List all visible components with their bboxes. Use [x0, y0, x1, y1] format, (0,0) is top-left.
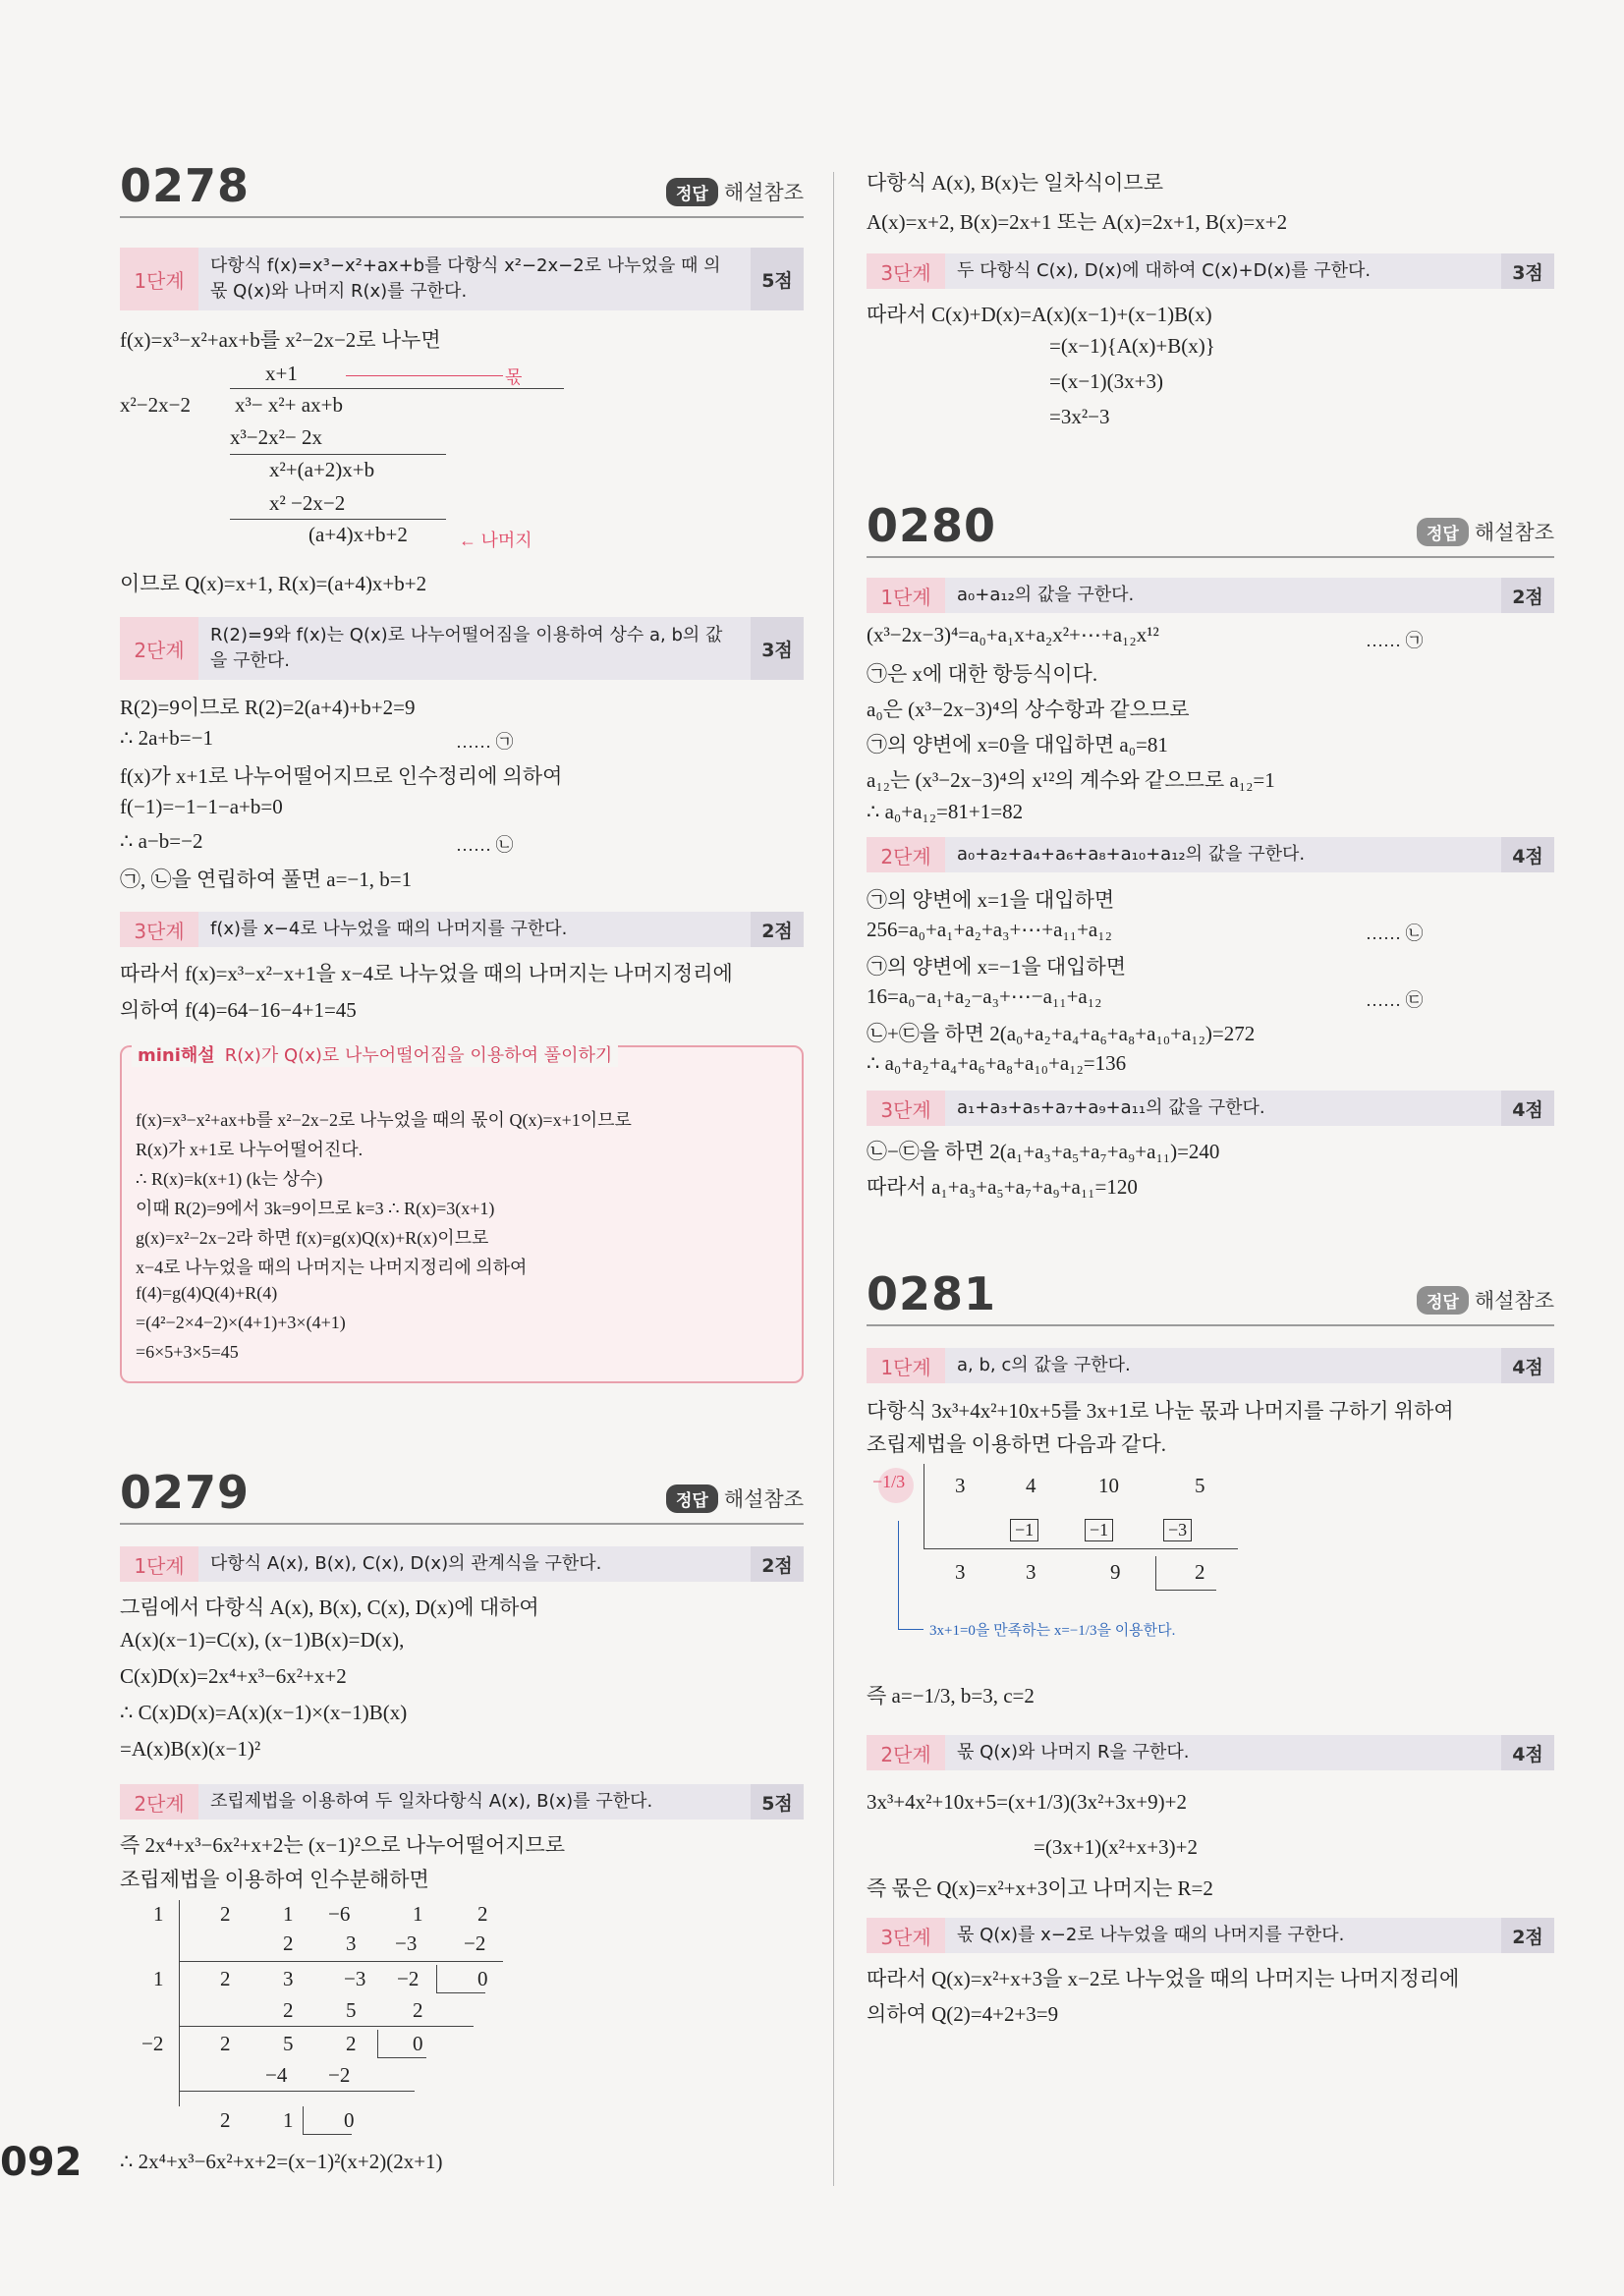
synth-cell: 5 [1195, 1474, 1205, 1497]
step-description: R(2)=9와 f(x)는 Q(x)로 나누어떨어짐을 이용하여 상수 a, b의 값을 구한다. [210, 625, 723, 671]
synth-rule [179, 2091, 415, 2092]
step-description: 다항식 f(x)=x³−x²+ax+b를 다항식 x²−2x−2로 나누었을 때 의 몫 Q(x)와 나머지 R(x)를 구한다. [210, 255, 721, 302]
step-3-bar [867, 1918, 1554, 1953]
step3-line: =3x²−3 [1049, 405, 1110, 428]
synth-rule [179, 2026, 474, 2027]
division-row-1: x³−2x²− 2x [230, 425, 323, 449]
step-2-bar [120, 617, 804, 680]
step1-line: a₁₂는 (x³−2x−3)⁴의 x¹²의 계수와 같으므로 a₁₂=1 [867, 768, 1275, 792]
synth-cell: 2 [477, 1902, 488, 1926]
synth-box [436, 1965, 437, 1992]
step-points: 4점 [1501, 1091, 1554, 1126]
synth-cell: 2 [220, 2108, 231, 2132]
synth-cell: −4 [265, 2063, 288, 2087]
mini-line: f(x)=x³−x²+ax+b를 x²−2x−2로 나누었을 때의 몫이 Q(x)=x+1이므로 [136, 1110, 632, 1130]
column-divider [833, 172, 834, 2186]
step-badge: 3단계 [867, 1918, 945, 1953]
equation-mark: …… ㉢ [1366, 990, 1424, 1010]
remainder-note: ← 나머지 [459, 531, 532, 550]
synth-root: 1 [153, 1902, 164, 1926]
synth-vline [179, 1900, 180, 2106]
problem-number: 0278 [120, 159, 251, 212]
synth-cell: −3 [344, 1967, 366, 1990]
mini-title: mini해설 R(x)가 Q(x)로 나누어떨어짐을 이용하여 풀이하기 [132, 1041, 618, 1067]
step-points: 3점 [751, 617, 804, 680]
step3-line: 의하여 f(4)=64−16−4+1=45 [120, 998, 357, 1022]
synth-box-cell: −3 [1163, 1519, 1192, 1541]
step1-line: =A(x)B(x)(x−1)² [120, 1737, 261, 1761]
step-1-bar [867, 578, 1554, 613]
division-rule-1 [230, 454, 446, 455]
step3-line: 따라서 Q(x)=x²+x+3을 x−2로 나누었을 때의 나머지는 나머지정리에 [867, 1967, 1460, 1990]
step-description: 몫 Q(x)와 나머지 R을 구한다. [957, 1742, 1190, 1763]
step3-line: 따라서 f(x)=x³−x²−x+1을 x−4로 나누었을 때의 나머지는 나머지정리에 [120, 962, 733, 985]
page-number: 092 [0, 2140, 83, 2185]
step-badge: 3단계 [867, 253, 945, 289]
step-points: 4점 [1501, 1348, 1554, 1383]
synth-cell: 5 [283, 2032, 294, 2055]
synth-box [1155, 1556, 1156, 1590]
synth-cell: 2 [220, 2032, 231, 2055]
problem-number: 0279 [120, 1466, 251, 1519]
step-points: 5점 [751, 1784, 804, 1820]
quotient: x+1 [265, 362, 298, 385]
step2-line: 16=a₀−a₁+a₂−a₃+⋯−a₁₁+a₁₂ [867, 984, 1102, 1008]
answer-tag: 정답 [666, 1484, 718, 1513]
problem-header-0279 [120, 1462, 804, 1525]
step-badge: 2단계 [120, 1784, 198, 1820]
step2-line: 즉 몫은 Q(x)=x²+x+3이고 나머지는 R=2 [867, 1876, 1213, 1900]
step-points: 2점 [751, 1546, 804, 1582]
step2-line: ∴ 2a+b=−1 [120, 726, 213, 750]
step2-line: ㉠의 양변에 x=1을 대입하면 [867, 888, 1115, 912]
step2-line: f(−1)=−1−1−a+b=0 [120, 795, 283, 818]
equation-mark: …… ㉡ [1366, 924, 1424, 943]
step-points: 5점 [751, 248, 804, 310]
problem-header-0280 [867, 495, 1554, 558]
synth-cell: 3 [346, 1932, 357, 1955]
synth-box [1155, 1590, 1216, 1591]
synth-cell: 3 [1026, 1560, 1036, 1584]
note-arrow [898, 1521, 899, 1629]
answer-label: 정답 해설참조 [666, 1484, 804, 1513]
step-1-bar [120, 248, 804, 310]
step-badge: 1단계 [120, 1546, 198, 1582]
step-3-bar [867, 1091, 1554, 1126]
synth-cell: 2 [413, 1998, 423, 2022]
step3-line: 따라서 C(x)+D(x)=A(x)(x−1)+(x−1)B(x) [867, 303, 1212, 326]
step3-line: 의하여 Q(2)=4+2+3=9 [867, 2002, 1059, 2026]
step2-line: R(2)=9이므로 R(2)=2(a+4)+b+2=9 [120, 696, 416, 719]
step-description: a, b, c의 값을 구한다. [957, 1355, 1131, 1375]
step1-line: 다항식 3x³+4x²+10x+5를 3x+1로 나눈 몫과 나머지를 구하기 위하여 [867, 1399, 1454, 1423]
synth-cell: 9 [1110, 1560, 1121, 1584]
synth-cell: 5 [346, 1998, 357, 2022]
step2-line: ∴ a−b=−2 [120, 829, 203, 853]
step-points: 2점 [1501, 1918, 1554, 1953]
equation-mark: …… ㉡ [456, 835, 514, 855]
step-points: 3점 [1501, 253, 1554, 289]
synth-box-cell: −1 [1085, 1519, 1113, 1541]
division-row-2: x²+(a+2)x+b [269, 458, 375, 481]
synth-cell: 1 [283, 2108, 294, 2132]
step1-line: A(x)(x−1)=C(x), (x−1)B(x)=D(x), [120, 1628, 405, 1652]
step1-line: 그림에서 다항식 A(x), B(x), C(x), D(x)에 대하여 [120, 1596, 539, 1619]
note-arrow [898, 1629, 924, 1630]
step2-line: f(x)가 x+1로 나누어떨어지므로 인수정리에 의하여 [120, 764, 563, 788]
mini-line: ∴ R(x)=k(x+1) (k는 상수) [136, 1169, 323, 1189]
answer-label: 정답 해설참조 [666, 177, 804, 206]
step2-line: ㉠, ㉡을 연립하여 풀면 a=−1, b=1 [120, 868, 413, 891]
division-intro: f(x)=x³−x²+ax+b를 x²−2x−2로 나누면 [120, 328, 441, 352]
step2-line: =(3x+1)(x²+x+3)+2 [1034, 1835, 1198, 1859]
problem-header-0278 [120, 155, 804, 218]
mini-line: =6×5+3×5=45 [136, 1342, 239, 1362]
mini-explanation-box [120, 1045, 804, 1383]
step-description: a₀+a₁₂의 값을 구한다. [957, 585, 1135, 605]
answer-label: 정답 해설참조 [1417, 517, 1554, 546]
step2-line: ㉠의 양변에 x=−1을 대입하면 [867, 955, 1127, 979]
step-description: 두 다항식 C(x), D(x)에 대하여 C(x)+D(x)를 구한다. [957, 260, 1372, 281]
answer-label: 정답 해설참조 [1417, 1285, 1554, 1315]
step-description: 조립제법을 이용하여 두 일차다항식 A(x), B(x)를 구한다. [210, 1791, 653, 1812]
synth-cell: 2 [346, 2032, 357, 2055]
synth-cell: 1 [413, 1902, 423, 1926]
synth-box [377, 2030, 378, 2057]
synth-box-cell: −1 [1010, 1519, 1038, 1541]
step-badge: 2단계 [867, 1735, 945, 1770]
division-result: 이므로 Q(x)=x+1, R(x)=(a+4)x+b+2 [120, 572, 427, 595]
step2-line: ∴ a₀+a₂+a₄+a₆+a₈+a₁₀+a₁₂=136 [867, 1051, 1127, 1075]
division-rule-2 [230, 519, 446, 520]
step1-line: a₀은 (x³−2x−3)⁴의 상수항과 같으므로 [867, 698, 1190, 721]
synth-cell: 1 [283, 1902, 294, 1926]
synth-cell: 10 [1098, 1474, 1119, 1497]
synth-root: −1/3 [872, 1472, 906, 1491]
step1-line: (x³−2x−3)⁴=a₀+a₁x+a₂x²+⋯+a₁₂x¹² [867, 623, 1159, 646]
quotient-note: 몫 [505, 367, 523, 387]
step1-line: ㉠의 양변에 x=0을 대입하면 a₀=81 [867, 733, 1168, 756]
step-description: 다항식 A(x), B(x), C(x), D(x)의 관계식을 구한다. [210, 1553, 602, 1574]
problem-number: 0280 [867, 499, 997, 552]
step-badge: 1단계 [867, 578, 945, 613]
step-1-bar [867, 1348, 1554, 1383]
step3-line: ㉡−㉢을 하면 2(a₁+a₃+a₅+a₇+a₉+a₁₁)=240 [867, 1140, 1220, 1163]
synth-cell: 0 [344, 2108, 355, 2132]
step-badge: 2단계 [867, 837, 945, 872]
synth-cell: 3 [955, 1560, 966, 1584]
step-points: 4점 [1501, 1735, 1554, 1770]
step-description: a₁+a₃+a₅+a₇+a₉+a₁₁의 값을 구한다. [957, 1097, 1265, 1118]
synth-cell: 2 [283, 1932, 294, 1955]
continued-line: 다항식 A(x), B(x)는 일차식이므로 [867, 171, 1164, 195]
synth-cell: −6 [328, 1902, 351, 1926]
dividend: x³− x²+ ax+b [235, 393, 343, 417]
step1-line: ㉠은 x에 대한 항등식이다. [867, 662, 1098, 686]
mini-line: =(4²−2×4−2)×(4+1)+3×(4+1) [136, 1313, 346, 1332]
step-description: f(x)를 x−4로 나누었을 때의 나머지를 구한다. [210, 919, 568, 939]
mini-line: R(x)가 x+1로 나누어떨어진다. [136, 1140, 364, 1159]
synth-cell: 2 [283, 1998, 294, 2022]
synth-cell: 3 [955, 1474, 966, 1497]
step1-line: ∴ a₀+a₁₂=81+1=82 [867, 800, 1024, 823]
equation-mark: …… ㉠ [456, 732, 514, 752]
synth-box [377, 2057, 426, 2058]
factorization-result: ∴ 2x⁴+x³−6x²+x+2=(x−1)²(x+2)(2x+1) [120, 2150, 443, 2173]
step-description: 몫 Q(x)를 x−2로 나누었을 때의 나머지를 구한다. [957, 1925, 1345, 1945]
step2-line: 조립제법을 이용하여 인수분해하면 [120, 1868, 429, 1891]
mini-line: f(4)=g(4)Q(4)+R(4) [136, 1283, 278, 1303]
step-badge: 1단계 [120, 248, 198, 310]
step-points: 2점 [1501, 578, 1554, 613]
division-row-3: x² −2x−2 [269, 491, 346, 515]
mini-line: x−4로 나누었을 때의 나머지는 나머지정리에 의하여 [136, 1258, 528, 1277]
step2-line: 256=a₀+a₁+a₂+a₃+⋯+a₁₁+a₁₂ [867, 918, 1112, 941]
step1-line: 조립제법을 이용하면 다음과 같다. [867, 1432, 1167, 1456]
remainder: (a+4)x+b+2 [308, 523, 408, 546]
abc-result: 즉 a=−1/3, b=3, c=2 [867, 1684, 1035, 1708]
synth-cell: −2 [328, 2063, 351, 2087]
continued-line: A(x)=x+2, B(x)=2x+1 또는 A(x)=2x+1, B(x)=x+2 [867, 210, 1288, 234]
step2-line: 즉 2x⁴+x³−6x²+x+2는 (x−1)²으로 나누어떨어지므로 [120, 1833, 566, 1857]
quotient-arrow [346, 375, 503, 376]
synth-box [303, 2134, 352, 2135]
step-3-bar [120, 912, 804, 947]
synth-box [436, 1992, 485, 1993]
synth-cell: 0 [413, 2032, 423, 2055]
step1-line: C(x)D(x)=2x⁴+x³−6x²+x+2 [120, 1664, 347, 1688]
step-2-bar [120, 1784, 804, 1820]
step-2-bar [867, 837, 1554, 872]
step-1-bar [120, 1546, 804, 1582]
synth-cell: 3 [283, 1967, 294, 1990]
synth-cell: −2 [397, 1967, 420, 1990]
synth-cell: 0 [477, 1967, 488, 1990]
step-points: 4점 [1501, 837, 1554, 872]
synth-root: 1 [153, 1967, 164, 1990]
divisor: x²−2x−2 [120, 393, 191, 417]
synth-rule [924, 1548, 1238, 1549]
step-points: 2점 [751, 912, 804, 947]
synth-cell: −2 [464, 1932, 486, 1955]
step3-line: =(x−1)(3x+3) [1049, 369, 1164, 393]
synth-box [303, 2106, 304, 2134]
step2-line: ㉡+㉢을 하면 2(a₀+a₂+a₄+a₆+a₈+a₁₀+a₁₂)=272 [867, 1022, 1256, 1045]
answer-tag: 정답 [1417, 1286, 1469, 1315]
step-badge: 3단계 [867, 1091, 945, 1126]
step3-line: =(x−1){A(x)+B(x)} [1049, 334, 1215, 358]
step-badge: 2단계 [120, 617, 198, 680]
synth-cell: −3 [395, 1932, 418, 1955]
step2-line: 3x³+4x²+10x+5=(x+1/3)(3x²+3x+9)+2 [867, 1790, 1187, 1814]
step-3-bar [867, 253, 1554, 289]
synth-root: −2 [141, 2032, 164, 2055]
synth-cell: 2 [220, 1967, 231, 1990]
equation-mark: …… ㉠ [1366, 631, 1424, 650]
answer-tag: 정답 [1417, 518, 1469, 546]
synth-cell: 2 [1195, 1560, 1205, 1584]
step3-line: 따라서 a₁+a₃+a₅+a₇+a₉+a₁₁=120 [867, 1175, 1138, 1199]
answer-tag: 정답 [666, 178, 718, 206]
step-description: a₀+a₂+a₄+a₆+a₈+a₁₀+a₁₂의 값을 구한다. [957, 844, 1306, 865]
synth-note: 3x+1=0을 만족하는 x=−1/3을 이용한다. [929, 1623, 1176, 1639]
division-bar [230, 388, 564, 389]
step-badge: 3단계 [120, 912, 198, 947]
step-2-bar [867, 1735, 1554, 1770]
synth-rule [179, 1961, 503, 1962]
mini-line: 이때 R(2)=9에서 3k=9이므로 k=3 ∴ R(x)=3(x+1) [136, 1199, 495, 1218]
problem-number: 0281 [867, 1267, 997, 1320]
step1-line: ∴ C(x)D(x)=A(x)(x−1)×(x−1)B(x) [120, 1701, 408, 1724]
step-badge: 1단계 [867, 1348, 945, 1383]
mini-line: g(x)=x²−2x−2라 하면 f(x)=g(x)Q(x)+R(x)이므로 [136, 1228, 489, 1248]
problem-header-0281 [867, 1263, 1554, 1326]
synth-cell: 2 [220, 1902, 231, 1926]
synth-cell: 4 [1026, 1474, 1036, 1497]
